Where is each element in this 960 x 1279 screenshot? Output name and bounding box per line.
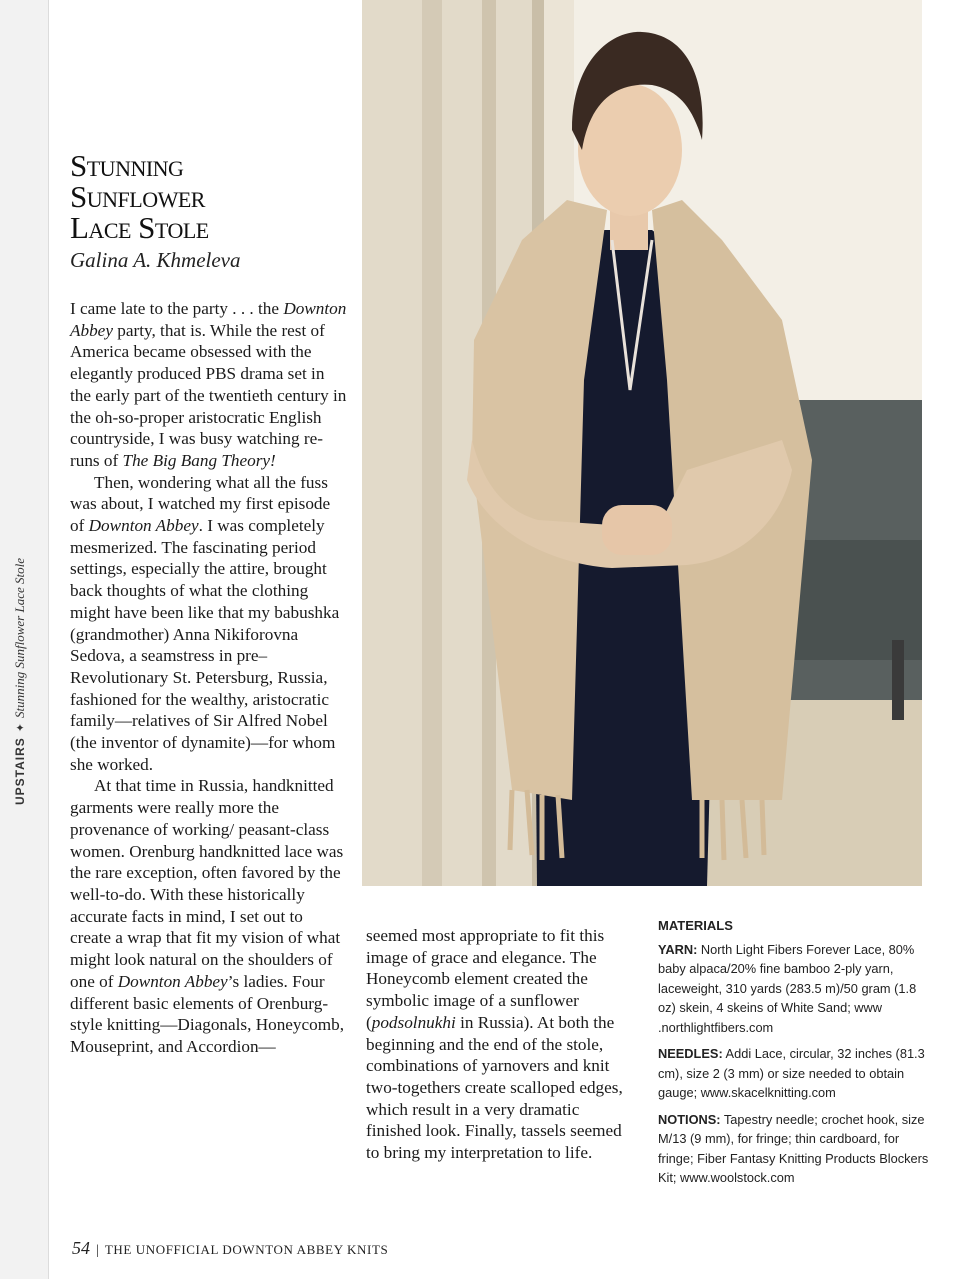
- ornament-separator: ✦: [15, 722, 27, 733]
- photo-illustration: [362, 0, 922, 886]
- paragraph-3: At that time in Russia, handknitted garments were really more the provenance of working/ peasant-class women. Orenburg handknitted lace was the rare exception, often favored by the well-to-do. With these historically accurate facts in mind, I set out to create a wrap that fit my vision of what might look natural on the shoulders of one of Downton Abbey’s ladies. Four different basic elements of Orenburg-style knitting—Diagonals, Honeycomb, Mouseprint, and Accordion—: [70, 776, 345, 1056]
- page-number: 54: [72, 1238, 90, 1258]
- paragraph-4: seemed most appropriate to fit this image of grace and elegance. The Honeycomb element created the symbolic image of a sunflower (podsolnukhi in Russia). At both the beginning and the end of the stole, combinations of yarnovers and knit two-togethers create scalloped edges, which result in a very dramatic finished look. Finally, tassels seemed to bring my interpretation to life.: [366, 926, 623, 1163]
- materials-needles: NEEDLES: Addi Lace, circular, 32 inches (81.3 cm), size 2 (3 mm) or size needed to obtain gauge; www.skacelknitting.com: [658, 1046, 925, 1100]
- running-title: Stunning Sunflower Lace Stole: [12, 558, 27, 718]
- section-name: UPSTAIRS: [13, 737, 27, 805]
- body-column-1: [70, 298, 348, 1058]
- running-side-label: [12, 558, 28, 805]
- hands: [602, 505, 672, 555]
- materials-notions: NOTIONS: Tapestry needle; crochet hook, size M/13 (9 mm), for fringe; thin cardboard, for fringe; Fiber Fantasy Knitting Products Blockers Kit; www.woolstock.com: [658, 1111, 929, 1185]
- page-footer: [72, 1238, 388, 1259]
- title-line-1: Stunning: [70, 148, 184, 183]
- model-photo: [362, 0, 922, 886]
- title-line-2: Sunflower: [70, 179, 205, 214]
- title-line-3: Lace Stole: [70, 210, 209, 245]
- paragraph-1: I came late to the party . . . the Downton Abbey party, that is. While the rest of America became obsessed with the elegantly produced PBS drama set in the early part of the twentieth century in the oh-so-proper aristocratic English countryside, I was busy watching re-runs of The Big Bang Theory!: [70, 299, 347, 470]
- materials-list: [658, 916, 933, 1195]
- pattern-title: [70, 150, 209, 243]
- materials-yarn: YARN: North Light Fibers Forever Lace, 80% baby alpaca/20% fine bamboo 2-ply yarn, laceweight, 310 yards (283.5 m)/50 gram (1.8 oz) skein, 4 skeins of White Sand; www .northlightfibers.com: [658, 941, 917, 1035]
- footer-separator: |: [96, 1243, 99, 1258]
- materials-heading: MATERIALS: [658, 918, 733, 933]
- body-column-2: [366, 925, 636, 1164]
- paragraph-2: Then, wondering what all the fuss was about, I watched my first episode of Downton Abbey. I was completely mesmerized. The fascinating period settings, especially the attire, brought back thoughts of what the clothing might have been like that my babushka (grandmother) Anna Nikiforovna Sedova, a seamstress in pre–Revolutionary St. Petersburg, Russia, fashioned for the wealthy, aristocratic family—relatives of Sir Alfred Nobel (the inventor of dynamite)—for whom she worked.: [70, 472, 340, 774]
- author-byline: Galina A. Khmeleva: [70, 248, 241, 272]
- book-title: THE UNOFFICIAL DOWNTON ABBEY KNITS: [104, 1242, 389, 1257]
